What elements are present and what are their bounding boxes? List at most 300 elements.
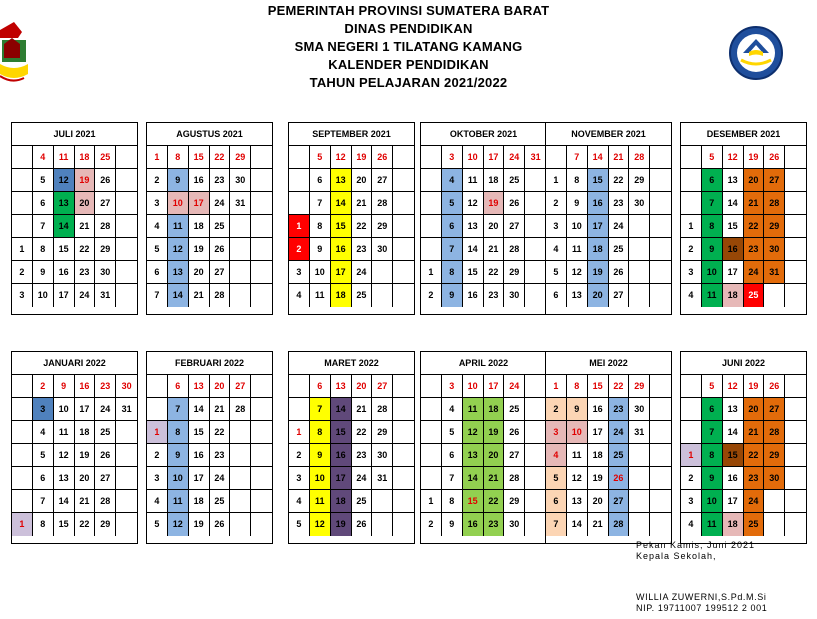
day-cell: 5 <box>147 513 168 536</box>
day-cell: 19 <box>484 421 505 444</box>
day-cell: 24 <box>504 375 525 398</box>
empty-cell <box>525 513 546 536</box>
empty-cell <box>650 238 671 261</box>
empty-cell <box>629 261 650 284</box>
day-cell: 23 <box>75 261 96 284</box>
month-footer-space <box>421 307 546 314</box>
day-cell: 30 <box>504 284 525 307</box>
day-cell: 11 <box>463 398 484 421</box>
day-cell: 9 <box>168 169 189 192</box>
day-cell: 31 <box>230 192 251 215</box>
empty-cell <box>764 490 785 513</box>
day-cell: 10 <box>567 421 588 444</box>
day-cell: 20 <box>210 375 231 398</box>
day-cell: 9 <box>567 398 588 421</box>
month-footer-space <box>12 307 137 314</box>
day-cell: 19 <box>331 513 352 536</box>
month-title: OKTOBER 2021 <box>421 123 546 146</box>
day-cell: 31 <box>95 284 116 307</box>
month-calendar <box>11 351 138 544</box>
day-cell: 22 <box>210 146 231 169</box>
day-cell: 17 <box>723 490 744 513</box>
day-cell: 9 <box>702 467 723 490</box>
day-cell: 24 <box>352 467 373 490</box>
day-grid <box>147 146 272 307</box>
day-cell: 7 <box>702 192 723 215</box>
day-cell: 4 <box>147 490 168 513</box>
day-cell: 20 <box>484 215 505 238</box>
day-cell: 18 <box>588 238 609 261</box>
empty-cell <box>785 467 806 490</box>
empty-cell <box>116 444 137 467</box>
empty-cell <box>251 192 272 215</box>
day-cell: 15 <box>189 146 210 169</box>
day-cell: 19 <box>588 467 609 490</box>
empty-cell <box>12 490 33 513</box>
empty-cell <box>393 513 414 536</box>
day-cell: 26 <box>609 261 630 284</box>
day-cell: 2 <box>421 284 442 307</box>
day-cell: 11 <box>567 444 588 467</box>
day-cell: 12 <box>310 513 331 536</box>
day-grid <box>681 146 806 307</box>
empty-cell <box>393 375 414 398</box>
day-cell: 5 <box>546 467 567 490</box>
empty-cell <box>525 215 546 238</box>
day-cell: 21 <box>210 398 231 421</box>
month-calendar <box>288 122 415 315</box>
day-cell: 30 <box>629 192 650 215</box>
empty-cell <box>393 146 414 169</box>
empty-cell <box>650 146 671 169</box>
day-cell: 17 <box>331 467 352 490</box>
day-cell: 4 <box>33 146 54 169</box>
empty-cell <box>650 421 671 444</box>
day-cell: 26 <box>352 513 373 536</box>
day-cell: 31 <box>116 398 137 421</box>
day-cell: 21 <box>352 398 373 421</box>
day-cell: 7 <box>546 513 567 536</box>
day-cell: 3 <box>147 467 168 490</box>
day-cell: 14 <box>168 284 189 307</box>
day-cell: 5 <box>702 375 723 398</box>
day-cell: 31 <box>372 467 393 490</box>
day-cell: 8 <box>168 421 189 444</box>
day-cell: 19 <box>588 261 609 284</box>
day-cell: 1 <box>289 421 310 444</box>
day-cell: 29 <box>372 215 393 238</box>
empty-cell <box>251 215 272 238</box>
day-cell: 24 <box>75 284 96 307</box>
day-cell: 11 <box>702 284 723 307</box>
day-cell: 18 <box>75 421 96 444</box>
day-cell: 10 <box>310 467 331 490</box>
day-cell: 11 <box>310 284 331 307</box>
day-cell: 27 <box>764 398 785 421</box>
day-cell: 30 <box>764 467 785 490</box>
day-cell: 13 <box>331 169 352 192</box>
day-cell: 27 <box>609 490 630 513</box>
day-cell: 12 <box>54 169 75 192</box>
day-cell: 20 <box>744 398 765 421</box>
day-cell: 17 <box>723 261 744 284</box>
day-cell: 29 <box>95 238 116 261</box>
empty-cell <box>421 192 442 215</box>
day-cell: 5 <box>147 238 168 261</box>
empty-cell <box>12 398 33 421</box>
empty-cell <box>764 513 785 536</box>
day-cell: 1 <box>681 444 702 467</box>
day-cell: 12 <box>168 238 189 261</box>
day-cell: 28 <box>95 215 116 238</box>
day-cell: 21 <box>352 192 373 215</box>
day-cell: 9 <box>310 444 331 467</box>
day-cell: 29 <box>504 261 525 284</box>
day-cell: 30 <box>629 398 650 421</box>
empty-cell <box>525 169 546 192</box>
empty-cell <box>525 284 546 307</box>
empty-cell <box>421 238 442 261</box>
day-cell: 21 <box>484 238 505 261</box>
day-cell: 2 <box>33 375 54 398</box>
day-cell: 20 <box>75 192 96 215</box>
day-cell: 6 <box>168 375 189 398</box>
day-cell: 25 <box>352 284 373 307</box>
day-cell: 28 <box>764 192 785 215</box>
empty-cell <box>393 444 414 467</box>
day-cell: 24 <box>210 192 231 215</box>
empty-cell <box>251 513 272 536</box>
day-cell: 16 <box>189 169 210 192</box>
day-cell: 27 <box>764 169 785 192</box>
day-cell: 8 <box>442 261 463 284</box>
day-cell: 15 <box>723 215 744 238</box>
empty-cell <box>785 284 806 307</box>
empty-cell <box>785 238 806 261</box>
day-cell: 12 <box>463 192 484 215</box>
day-cell: 4 <box>442 169 463 192</box>
day-cell: 6 <box>310 169 331 192</box>
day-cell: 17 <box>484 146 505 169</box>
day-cell: 9 <box>168 444 189 467</box>
day-cell: 10 <box>310 261 331 284</box>
day-cell: 20 <box>189 261 210 284</box>
day-cell: 29 <box>372 421 393 444</box>
empty-cell <box>785 375 806 398</box>
month-calendar <box>545 122 672 315</box>
day-cell: 19 <box>75 169 96 192</box>
day-cell: 15 <box>588 375 609 398</box>
day-cell: 15 <box>331 215 352 238</box>
empty-cell <box>12 421 33 444</box>
day-cell: 13 <box>723 398 744 421</box>
empty-cell <box>116 284 137 307</box>
month-calendar <box>545 351 672 544</box>
day-cell: 23 <box>609 398 630 421</box>
empty-cell <box>12 375 33 398</box>
empty-cell <box>525 375 546 398</box>
day-cell: 27 <box>609 284 630 307</box>
day-cell: 31 <box>764 261 785 284</box>
day-cell: 25 <box>609 238 630 261</box>
day-cell: 28 <box>230 398 251 421</box>
day-cell: 14 <box>331 398 352 421</box>
day-cell: 16 <box>75 375 96 398</box>
day-cell: 15 <box>54 513 75 536</box>
empty-cell <box>230 215 251 238</box>
day-cell: 10 <box>168 467 189 490</box>
day-cell: 25 <box>352 490 373 513</box>
day-cell: 10 <box>168 192 189 215</box>
day-cell: 10 <box>463 375 484 398</box>
empty-cell <box>230 284 251 307</box>
empty-cell <box>289 169 310 192</box>
day-cell: 27 <box>504 215 525 238</box>
empty-cell <box>230 444 251 467</box>
day-cell: 3 <box>12 284 33 307</box>
empty-cell <box>421 467 442 490</box>
empty-cell <box>372 284 393 307</box>
month-title: FEBRUARI 2022 <box>147 352 272 375</box>
day-cell: 9 <box>442 513 463 536</box>
month-footer-space <box>681 307 806 314</box>
empty-cell <box>421 215 442 238</box>
day-cell: 12 <box>168 513 189 536</box>
day-grid <box>12 146 137 307</box>
empty-cell <box>116 192 137 215</box>
day-cell: 7 <box>33 490 54 513</box>
day-cell: 11 <box>54 146 75 169</box>
day-cell: 7 <box>442 467 463 490</box>
day-cell: 4 <box>681 513 702 536</box>
day-cell: 20 <box>588 490 609 513</box>
day-cell: 8 <box>567 375 588 398</box>
day-cell: 10 <box>33 284 54 307</box>
day-cell: 5 <box>442 192 463 215</box>
day-cell: 28 <box>764 421 785 444</box>
day-cell: 7 <box>310 398 331 421</box>
day-cell: 8 <box>702 444 723 467</box>
day-cell: 28 <box>372 192 393 215</box>
empty-cell <box>393 490 414 513</box>
month-title: MARET 2022 <box>289 352 414 375</box>
day-cell: 16 <box>331 238 352 261</box>
day-cell: 26 <box>95 169 116 192</box>
day-cell: 20 <box>352 169 373 192</box>
empty-cell <box>393 398 414 421</box>
day-cell: 9 <box>702 238 723 261</box>
document-header <box>0 0 817 92</box>
day-cell: 18 <box>723 284 744 307</box>
empty-cell <box>12 146 33 169</box>
empty-cell <box>372 261 393 284</box>
day-cell: 21 <box>484 467 505 490</box>
day-cell: 21 <box>744 192 765 215</box>
tut-wuri-handayani-logo-icon <box>727 22 785 84</box>
signature-nip: NIP. 19711007 199512 2 001 <box>636 603 768 613</box>
day-cell: 1 <box>546 375 567 398</box>
day-cell: 23 <box>484 284 505 307</box>
signature-name: WILLIA ZUWERNI,S.Pd.M.Si <box>636 592 767 602</box>
empty-cell <box>650 215 671 238</box>
day-cell: 25 <box>210 215 231 238</box>
day-cell: 8 <box>442 490 463 513</box>
day-cell: 17 <box>588 215 609 238</box>
empty-cell <box>785 444 806 467</box>
day-cell: 22 <box>75 238 96 261</box>
day-cell: 3 <box>289 261 310 284</box>
empty-cell <box>289 398 310 421</box>
empty-cell <box>251 238 272 261</box>
day-cell: 26 <box>95 444 116 467</box>
sumatera-barat-logo-icon <box>0 18 30 86</box>
empty-cell <box>785 398 806 421</box>
day-cell: 12 <box>723 375 744 398</box>
day-cell: 31 <box>629 421 650 444</box>
day-cell: 21 <box>75 490 96 513</box>
empty-cell <box>650 467 671 490</box>
day-cell: 22 <box>352 215 373 238</box>
day-cell: 4 <box>681 284 702 307</box>
day-cell: 6 <box>33 192 54 215</box>
header-line-5: TAHUN PELAJARAN 2021/2022 <box>309 75 508 90</box>
day-cell: 26 <box>372 146 393 169</box>
day-cell: 8 <box>33 238 54 261</box>
empty-cell <box>12 215 33 238</box>
empty-cell <box>230 513 251 536</box>
empty-cell <box>116 261 137 284</box>
empty-cell <box>650 192 671 215</box>
empty-cell <box>629 444 650 467</box>
empty-cell <box>147 375 168 398</box>
empty-cell <box>251 169 272 192</box>
day-cell: 2 <box>289 238 310 261</box>
day-cell: 11 <box>567 238 588 261</box>
day-cell: 19 <box>744 146 765 169</box>
day-cell: 15 <box>331 421 352 444</box>
empty-cell <box>230 261 251 284</box>
day-cell: 7 <box>168 398 189 421</box>
month-footer-space <box>12 536 137 543</box>
empty-cell <box>681 398 702 421</box>
day-cell: 14 <box>54 215 75 238</box>
day-cell: 6 <box>546 490 567 513</box>
day-cell: 16 <box>189 444 210 467</box>
day-cell: 8 <box>33 513 54 536</box>
empty-cell <box>525 238 546 261</box>
empty-cell <box>764 284 785 307</box>
day-cell: 1 <box>147 146 168 169</box>
day-cell: 15 <box>463 261 484 284</box>
day-cell: 14 <box>331 192 352 215</box>
day-cell: 19 <box>352 146 373 169</box>
month-calendar <box>420 122 547 315</box>
empty-cell <box>251 490 272 513</box>
day-cell: 3 <box>442 375 463 398</box>
day-cell: 27 <box>95 467 116 490</box>
empty-cell <box>525 467 546 490</box>
day-cell: 13 <box>54 192 75 215</box>
day-cell: 27 <box>95 192 116 215</box>
empty-cell <box>251 146 272 169</box>
day-cell: 24 <box>504 146 525 169</box>
day-cell: 30 <box>372 238 393 261</box>
empty-cell <box>629 513 650 536</box>
day-cell: 17 <box>588 421 609 444</box>
day-cell: 17 <box>189 192 210 215</box>
day-cell: 10 <box>463 146 484 169</box>
empty-cell <box>629 215 650 238</box>
day-cell: 13 <box>331 375 352 398</box>
empty-cell <box>393 169 414 192</box>
day-cell: 25 <box>210 490 231 513</box>
day-cell: 18 <box>189 490 210 513</box>
day-cell: 17 <box>75 398 96 421</box>
empty-cell <box>116 169 137 192</box>
day-grid <box>12 375 137 536</box>
month-title: DESEMBER 2021 <box>681 123 806 146</box>
day-cell: 2 <box>289 444 310 467</box>
day-cell: 26 <box>504 421 525 444</box>
day-cell: 21 <box>609 146 630 169</box>
day-cell: 4 <box>442 398 463 421</box>
day-cell: 9 <box>54 375 75 398</box>
empty-cell <box>372 513 393 536</box>
month-title: JANUARI 2022 <box>12 352 137 375</box>
day-cell: 19 <box>75 444 96 467</box>
day-cell: 29 <box>95 513 116 536</box>
day-cell: 25 <box>744 513 765 536</box>
day-cell: 30 <box>116 375 137 398</box>
day-grid <box>147 375 272 536</box>
day-cell: 1 <box>147 421 168 444</box>
day-cell: 28 <box>504 238 525 261</box>
day-cell: 23 <box>210 169 231 192</box>
month-footer-space <box>421 536 546 543</box>
header-line-2: DINAS PENDIDIKAN <box>344 21 473 36</box>
empty-cell <box>629 490 650 513</box>
empty-cell <box>230 238 251 261</box>
day-cell: 6 <box>702 398 723 421</box>
day-cell: 5 <box>289 513 310 536</box>
day-cell: 16 <box>54 261 75 284</box>
day-cell: 8 <box>310 215 331 238</box>
empty-cell <box>289 192 310 215</box>
day-cell: 7 <box>567 146 588 169</box>
empty-cell <box>650 490 671 513</box>
day-cell: 3 <box>681 261 702 284</box>
empty-cell <box>421 375 442 398</box>
day-cell: 13 <box>567 490 588 513</box>
day-cell: 3 <box>546 421 567 444</box>
day-cell: 1 <box>421 490 442 513</box>
header-line-1: PEMERINTAH PROVINSI SUMATERA BARAT <box>267 3 550 18</box>
empty-cell <box>629 467 650 490</box>
day-cell: 29 <box>629 169 650 192</box>
day-cell: 14 <box>54 490 75 513</box>
day-cell: 2 <box>421 513 442 536</box>
day-cell: 3 <box>289 467 310 490</box>
day-grid <box>546 146 671 307</box>
day-cell: 4 <box>289 490 310 513</box>
empty-cell <box>650 375 671 398</box>
day-cell: 13 <box>168 261 189 284</box>
empty-cell <box>785 215 806 238</box>
day-cell: 5 <box>33 169 54 192</box>
day-cell: 22 <box>75 513 96 536</box>
day-cell: 5 <box>33 444 54 467</box>
day-cell: 22 <box>210 421 231 444</box>
